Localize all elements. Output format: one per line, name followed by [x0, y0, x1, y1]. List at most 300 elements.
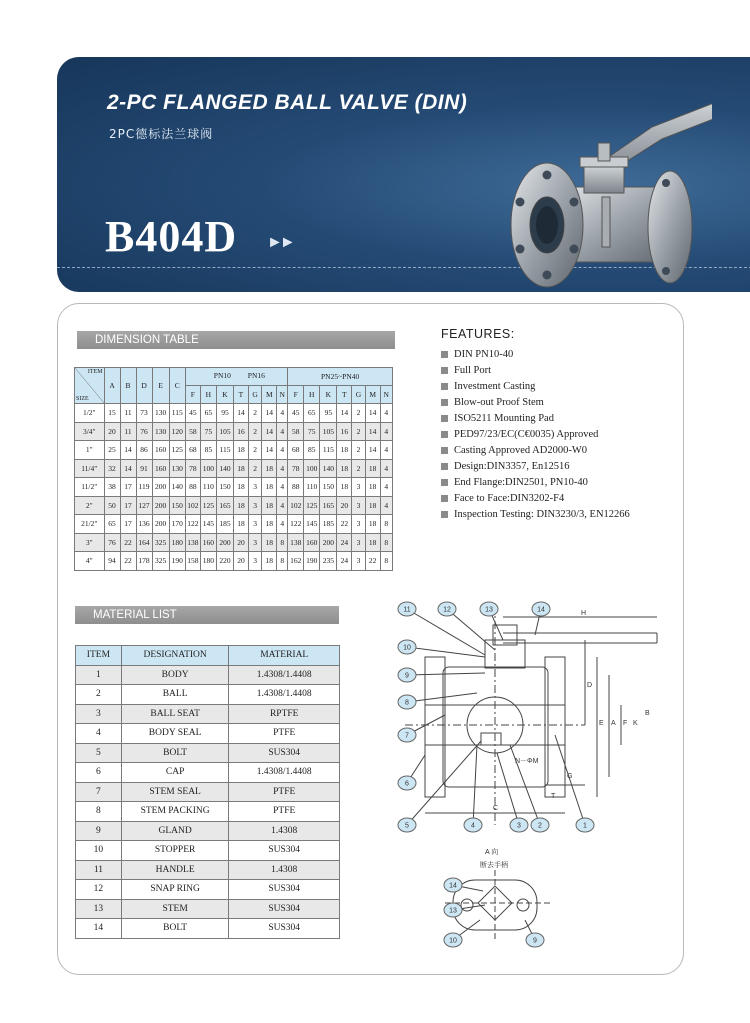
feature-item [441, 507, 630, 523]
table-cell: 2 [248, 422, 262, 441]
material-cell: 10 [76, 841, 122, 861]
double-arrow-icon: ►► [267, 234, 293, 251]
callout-number: 1 [583, 822, 587, 830]
dim-label-k: K [633, 720, 638, 727]
table-cell: 95 [320, 404, 337, 423]
feature-item [441, 426, 630, 442]
table-cell: 18 [234, 459, 249, 478]
table-cell: 130 [169, 459, 185, 478]
table-cell: 127 [136, 496, 152, 515]
table-cell: 115 [216, 441, 233, 460]
dim-label-g: G [567, 773, 573, 780]
group-header [185, 368, 287, 386]
callout-number: 14 [449, 882, 457, 890]
material-cell: 9 [76, 821, 122, 841]
table-cell: 110 [304, 478, 320, 497]
bullet-square-icon [441, 399, 448, 406]
table-cell: 200 [152, 496, 169, 515]
table-cell: 125 [200, 496, 216, 515]
table-cell: 100 [200, 459, 216, 478]
material-row [76, 899, 340, 919]
table-cell: 18 [365, 478, 380, 497]
table-cell: 4 [277, 478, 288, 497]
table-cell: 14 [120, 459, 136, 478]
table-cell: 14 [365, 404, 380, 423]
material-cell: RPTFE [229, 704, 340, 724]
table-cell: 32 [104, 459, 120, 478]
table-cell: 4 [277, 422, 288, 441]
material-cell: STEM [121, 899, 229, 919]
material-col-header: DESIGNATION [121, 646, 229, 666]
table-cell: 125 [304, 496, 320, 515]
material-cell: BOLT [121, 919, 229, 939]
table-cell: 58 [288, 422, 304, 441]
callout-number: 2 [538, 822, 542, 830]
dim-label-c: C [493, 805, 499, 812]
material-cell: BOLT [121, 743, 229, 763]
features-list [441, 327, 630, 523]
material-cell: 1.4308 [229, 860, 340, 880]
size-cell: 21/2" [75, 515, 105, 534]
table-cell: 200 [320, 533, 337, 552]
material-col-header: MATERIAL [229, 646, 340, 666]
material-cell: GLAND [121, 821, 229, 841]
table-cell: 150 [320, 478, 337, 497]
table-cell: 325 [152, 533, 169, 552]
callout-number: 3 [517, 822, 521, 830]
features-heading: FEATURES: [441, 327, 515, 341]
table-row [75, 422, 393, 441]
size-cell: 2" [75, 496, 105, 515]
dim-label-e: E [599, 720, 604, 727]
material-row [76, 782, 340, 802]
table-cell: 165 [216, 496, 233, 515]
material-cell: PTFE [229, 802, 340, 822]
table-cell: 15 [104, 404, 120, 423]
group-pn16: PN16 [247, 371, 265, 380]
table-cell: 94 [104, 552, 120, 571]
material-cell: SNAP RING [121, 880, 229, 900]
table-cell: 160 [152, 459, 169, 478]
material-cell: STOPPER [121, 841, 229, 861]
table-cell: 22 [337, 515, 352, 534]
table-row [75, 404, 393, 423]
table-cell: 18 [365, 515, 380, 534]
table-cell: 4 [380, 459, 392, 478]
material-list-heading: MATERIAL LIST [75, 606, 339, 624]
table-cell: 200 [216, 533, 233, 552]
table-cell: 158 [185, 552, 200, 571]
header-banner [57, 57, 750, 292]
size-cell: 4" [75, 552, 105, 571]
material-cell: SUS304 [229, 841, 340, 861]
table-cell: 8 [380, 552, 392, 571]
table-cell: 2 [248, 441, 262, 460]
table-cell: 91 [136, 459, 152, 478]
material-cell: BALL SEAT [121, 704, 229, 724]
feature-item [441, 491, 630, 507]
callout-number: 14 [537, 606, 545, 614]
material-row [76, 724, 340, 744]
table-cell: 18 [262, 515, 277, 534]
table-cell: 14 [365, 422, 380, 441]
table-cell: 85 [304, 441, 320, 460]
table-cell: 4 [277, 459, 288, 478]
table-cell: 18 [234, 441, 249, 460]
table-cell: 18 [365, 533, 380, 552]
table-cell: 102 [288, 496, 304, 515]
table-cell: 122 [288, 515, 304, 534]
feature-item [441, 410, 630, 426]
table-cell: 4 [380, 441, 392, 460]
table-cell: 190 [169, 552, 185, 571]
table-cell: 3 [248, 552, 262, 571]
dim-label-a: A [611, 720, 616, 727]
model-number: B404D [105, 212, 238, 261]
material-cell: 7 [76, 782, 122, 802]
table-cell: 8 [277, 533, 288, 552]
table-row [75, 459, 393, 478]
feature-item [441, 394, 630, 410]
cross-section-drawing [385, 595, 675, 965]
table-cell: 325 [152, 552, 169, 571]
table-cell: 75 [304, 422, 320, 441]
callout-number: 11 [403, 606, 411, 614]
material-cell: BALL [121, 685, 229, 705]
material-table [75, 645, 340, 939]
material-col-header: ITEM [76, 646, 122, 666]
material-cell: 1.4308/1.4408 [229, 685, 340, 705]
material-cell: 1.4308/1.4408 [229, 763, 340, 783]
dim-label-h: H [581, 610, 587, 617]
corner-size-label: SIZE [76, 396, 89, 402]
table-cell: 68 [185, 441, 200, 460]
table-cell: 16 [337, 422, 352, 441]
table-cell: 3 [352, 515, 366, 534]
table-cell: 110 [200, 478, 216, 497]
table-cell: 14 [120, 441, 136, 460]
table-cell: 4 [380, 478, 392, 497]
table-cell: 73 [136, 404, 152, 423]
table-cell: 14 [337, 404, 352, 423]
feature-item [441, 459, 630, 475]
table-cell: 150 [169, 496, 185, 515]
table-cell: 75 [200, 422, 216, 441]
table-cell: 95 [216, 404, 233, 423]
feature-text: End Flange:DIN2501, PN10-40 [454, 477, 588, 489]
table-cell: 8 [380, 533, 392, 552]
material-cell: SUS304 [229, 919, 340, 939]
bullet-square-icon [441, 463, 448, 470]
feature-text: Investment Casting [454, 380, 536, 392]
bullet-square-icon [441, 367, 448, 374]
table-cell: 68 [288, 441, 304, 460]
bullet-square-icon [441, 495, 448, 502]
table-cell: 2 [248, 404, 262, 423]
table-corner-cell [75, 368, 105, 404]
sub-col-header: N [277, 386, 288, 404]
table-cell: 45 [288, 404, 304, 423]
dimension-table [74, 367, 393, 571]
table-cell: 160 [152, 441, 169, 460]
material-cell: 3 [76, 704, 122, 724]
table-cell: 185 [216, 515, 233, 534]
material-cell: STEM SEAL [121, 782, 229, 802]
callout-number: 13 [485, 606, 493, 614]
material-cell: 11 [76, 860, 122, 880]
sub-col-header: H [200, 386, 216, 404]
table-cell: 14 [262, 404, 277, 423]
table-cell: 145 [304, 515, 320, 534]
size-cell: 1" [75, 441, 105, 460]
callout-number: 13 [449, 907, 457, 915]
feature-text: PED97/23/EC(C€0035) Approved [454, 429, 599, 441]
bullet-square-icon [441, 351, 448, 358]
callout-number: 6 [405, 780, 409, 788]
sub-col-header: K [320, 386, 337, 404]
material-cell: 8 [76, 802, 122, 822]
dim-label-t: T [551, 793, 556, 800]
table-cell: 3 [248, 478, 262, 497]
table-cell: 45 [185, 404, 200, 423]
table-cell: 150 [216, 478, 233, 497]
table-cell: 22 [120, 552, 136, 571]
feature-text: Blow-out Proof Stem [454, 396, 544, 408]
table-cell: 20 [234, 533, 249, 552]
feature-item [441, 362, 630, 378]
material-cell: 1.4308/1.4408 [229, 665, 340, 685]
table-cell: 130 [152, 404, 169, 423]
table-cell: 18 [234, 478, 249, 497]
table-cell: 24 [337, 533, 352, 552]
table-cell: 105 [320, 422, 337, 441]
table-cell: 3 [352, 552, 366, 571]
sub-col-header: H [304, 386, 320, 404]
material-header-row [76, 646, 340, 666]
table-cell: 50 [104, 496, 120, 515]
table-cell: 20 [104, 422, 120, 441]
material-cell: SUS304 [229, 899, 340, 919]
material-row [76, 704, 340, 724]
table-cell: 120 [169, 422, 185, 441]
table-cell: 2 [248, 459, 262, 478]
material-cell: BODY [121, 665, 229, 685]
table-cell: 76 [136, 422, 152, 441]
size-cell: 1/2" [75, 404, 105, 423]
feature-item [441, 346, 630, 362]
table-cell: 2 [352, 404, 366, 423]
table-cell: 115 [169, 404, 185, 423]
dim-label-f: F [623, 720, 628, 727]
corner-item-label: ITEM [87, 369, 103, 375]
table-cell: 76 [104, 533, 120, 552]
callout-number: 12 [443, 606, 451, 614]
table-cell: 11 [120, 422, 136, 441]
table-cell: 88 [185, 478, 200, 497]
table-cell: 125 [169, 441, 185, 460]
table-cell: 18 [365, 496, 380, 515]
col-header: D [136, 368, 152, 404]
table-cell: 8 [277, 552, 288, 571]
table-cell: 140 [169, 478, 185, 497]
table-cell: 18 [365, 459, 380, 478]
size-cell: 3/4" [75, 422, 105, 441]
bullet-square-icon [441, 415, 448, 422]
material-cell: 12 [76, 880, 122, 900]
feature-text: Full Port [454, 364, 492, 376]
table-cell: 178 [136, 552, 152, 571]
table-cell: 200 [152, 515, 169, 534]
feature-text: Face to Face:DIN3202-F4 [454, 493, 565, 505]
table-cell: 8 [380, 515, 392, 534]
table-cell: 3 [352, 533, 366, 552]
table-cell: 185 [320, 515, 337, 534]
table-cell: 140 [320, 459, 337, 478]
material-row [76, 880, 340, 900]
feature-text: ISO5211 Mounting Pad [454, 412, 554, 424]
valve-photo [452, 77, 712, 292]
table-row [75, 441, 393, 460]
table-cell: 2 [352, 459, 366, 478]
table-cell: 4 [380, 422, 392, 441]
material-cell: 1.4308 [229, 821, 340, 841]
material-cell: 1 [76, 665, 122, 685]
table-cell: 115 [320, 441, 337, 460]
table-row [75, 496, 393, 515]
table-cell: 3 [248, 533, 262, 552]
table-cell: 22 [365, 552, 380, 571]
table-row [75, 515, 393, 534]
table-cell: 4 [277, 496, 288, 515]
callout-number: 8 [405, 699, 409, 707]
material-row [76, 665, 340, 685]
table-cell: 102 [185, 496, 200, 515]
sub-col-header: F [185, 386, 200, 404]
material-cell: PTFE [229, 724, 340, 744]
col-header: A [104, 368, 120, 404]
material-cell: 13 [76, 899, 122, 919]
table-row [75, 533, 393, 552]
detail-title: A 向 [485, 849, 499, 856]
feature-text: Inspection Testing: DIN3230/3, EN12266 [454, 509, 630, 521]
table-cell: 18 [262, 496, 277, 515]
dim-label-n-m: N－ΦM [515, 758, 539, 765]
table-cell: 162 [288, 552, 304, 571]
table-cell: 86 [136, 441, 152, 460]
table-cell: 65 [104, 515, 120, 534]
table-cell: 85 [200, 441, 216, 460]
table-cell: 4 [277, 404, 288, 423]
table-cell: 122 [185, 515, 200, 534]
table-cell: 4 [277, 515, 288, 534]
group-pn25-40: PN25~PN40 [288, 368, 393, 386]
callout-number: 7 [405, 732, 409, 740]
material-cell: 5 [76, 743, 122, 763]
size-cell: 11/2" [75, 478, 105, 497]
table-cell: 220 [216, 552, 233, 571]
table-cell: 18 [262, 533, 277, 552]
table-cell: 145 [200, 515, 216, 534]
table-cell: 18 [262, 459, 277, 478]
table-cell: 170 [169, 515, 185, 534]
sub-col-header: G [352, 386, 366, 404]
callout-number: 5 [405, 822, 409, 830]
table-cell: 17 [120, 478, 136, 497]
table-cell: 190 [304, 552, 320, 571]
table-cell: 180 [200, 552, 216, 571]
material-row [76, 743, 340, 763]
material-row [76, 919, 340, 939]
size-cell: 3" [75, 533, 105, 552]
table-cell: 14 [262, 441, 277, 460]
table-row [75, 552, 393, 571]
group-pn10: PN10 [213, 371, 231, 380]
col-header: E [152, 368, 169, 404]
sub-col-header: M [365, 386, 380, 404]
bullet-square-icon [441, 383, 448, 390]
table-cell: 2 [352, 422, 366, 441]
table-cell: 4 [380, 404, 392, 423]
table-cell: 140 [216, 459, 233, 478]
sub-col-header: K [216, 386, 233, 404]
dimension-table-heading: DIMENSION TABLE [77, 331, 395, 349]
table-cell: 119 [136, 478, 152, 497]
table-cell: 16 [234, 422, 249, 441]
feature-text: Casting Approved AD2000-W0 [454, 445, 587, 457]
callout-number: 10 [449, 937, 457, 945]
page-title: 2-PC FLANGED BALL VALVE (DIN) [107, 91, 468, 114]
table-cell: 180 [169, 533, 185, 552]
table-cell: 3 [352, 478, 366, 497]
feature-item [441, 378, 630, 394]
sub-col-header: T [234, 386, 249, 404]
material-cell: SUS304 [229, 880, 340, 900]
table-cell: 58 [185, 422, 200, 441]
table-cell: 88 [288, 478, 304, 497]
material-cell: 2 [76, 685, 122, 705]
callout-number: 9 [405, 672, 409, 680]
table-cell: 14 [234, 404, 249, 423]
material-row [76, 860, 340, 880]
material-cell: CAP [121, 763, 229, 783]
material-cell: PTFE [229, 782, 340, 802]
bullet-square-icon [441, 479, 448, 486]
table-cell: 160 [304, 533, 320, 552]
table-cell: 235 [320, 552, 337, 571]
material-cell: SUS304 [229, 743, 340, 763]
material-cell: 14 [76, 919, 122, 939]
feature-item [441, 443, 630, 459]
table-cell: 78 [185, 459, 200, 478]
table-cell: 105 [216, 422, 233, 441]
sub-col-header: G [248, 386, 262, 404]
col-header: B [120, 368, 136, 404]
table-cell: 18 [234, 496, 249, 515]
bullet-square-icon [441, 447, 448, 454]
table-cell: 18 [234, 515, 249, 534]
material-row [76, 802, 340, 822]
material-cell: 4 [76, 724, 122, 744]
table-cell: 17 [120, 515, 136, 534]
size-cell: 11/4" [75, 459, 105, 478]
sub-col-header: T [337, 386, 352, 404]
table-cell: 4 [277, 441, 288, 460]
table-cell: 136 [136, 515, 152, 534]
table-cell: 2 [352, 441, 366, 460]
feature-item [441, 475, 630, 491]
table-cell: 20 [337, 496, 352, 515]
bullet-square-icon [441, 511, 448, 518]
